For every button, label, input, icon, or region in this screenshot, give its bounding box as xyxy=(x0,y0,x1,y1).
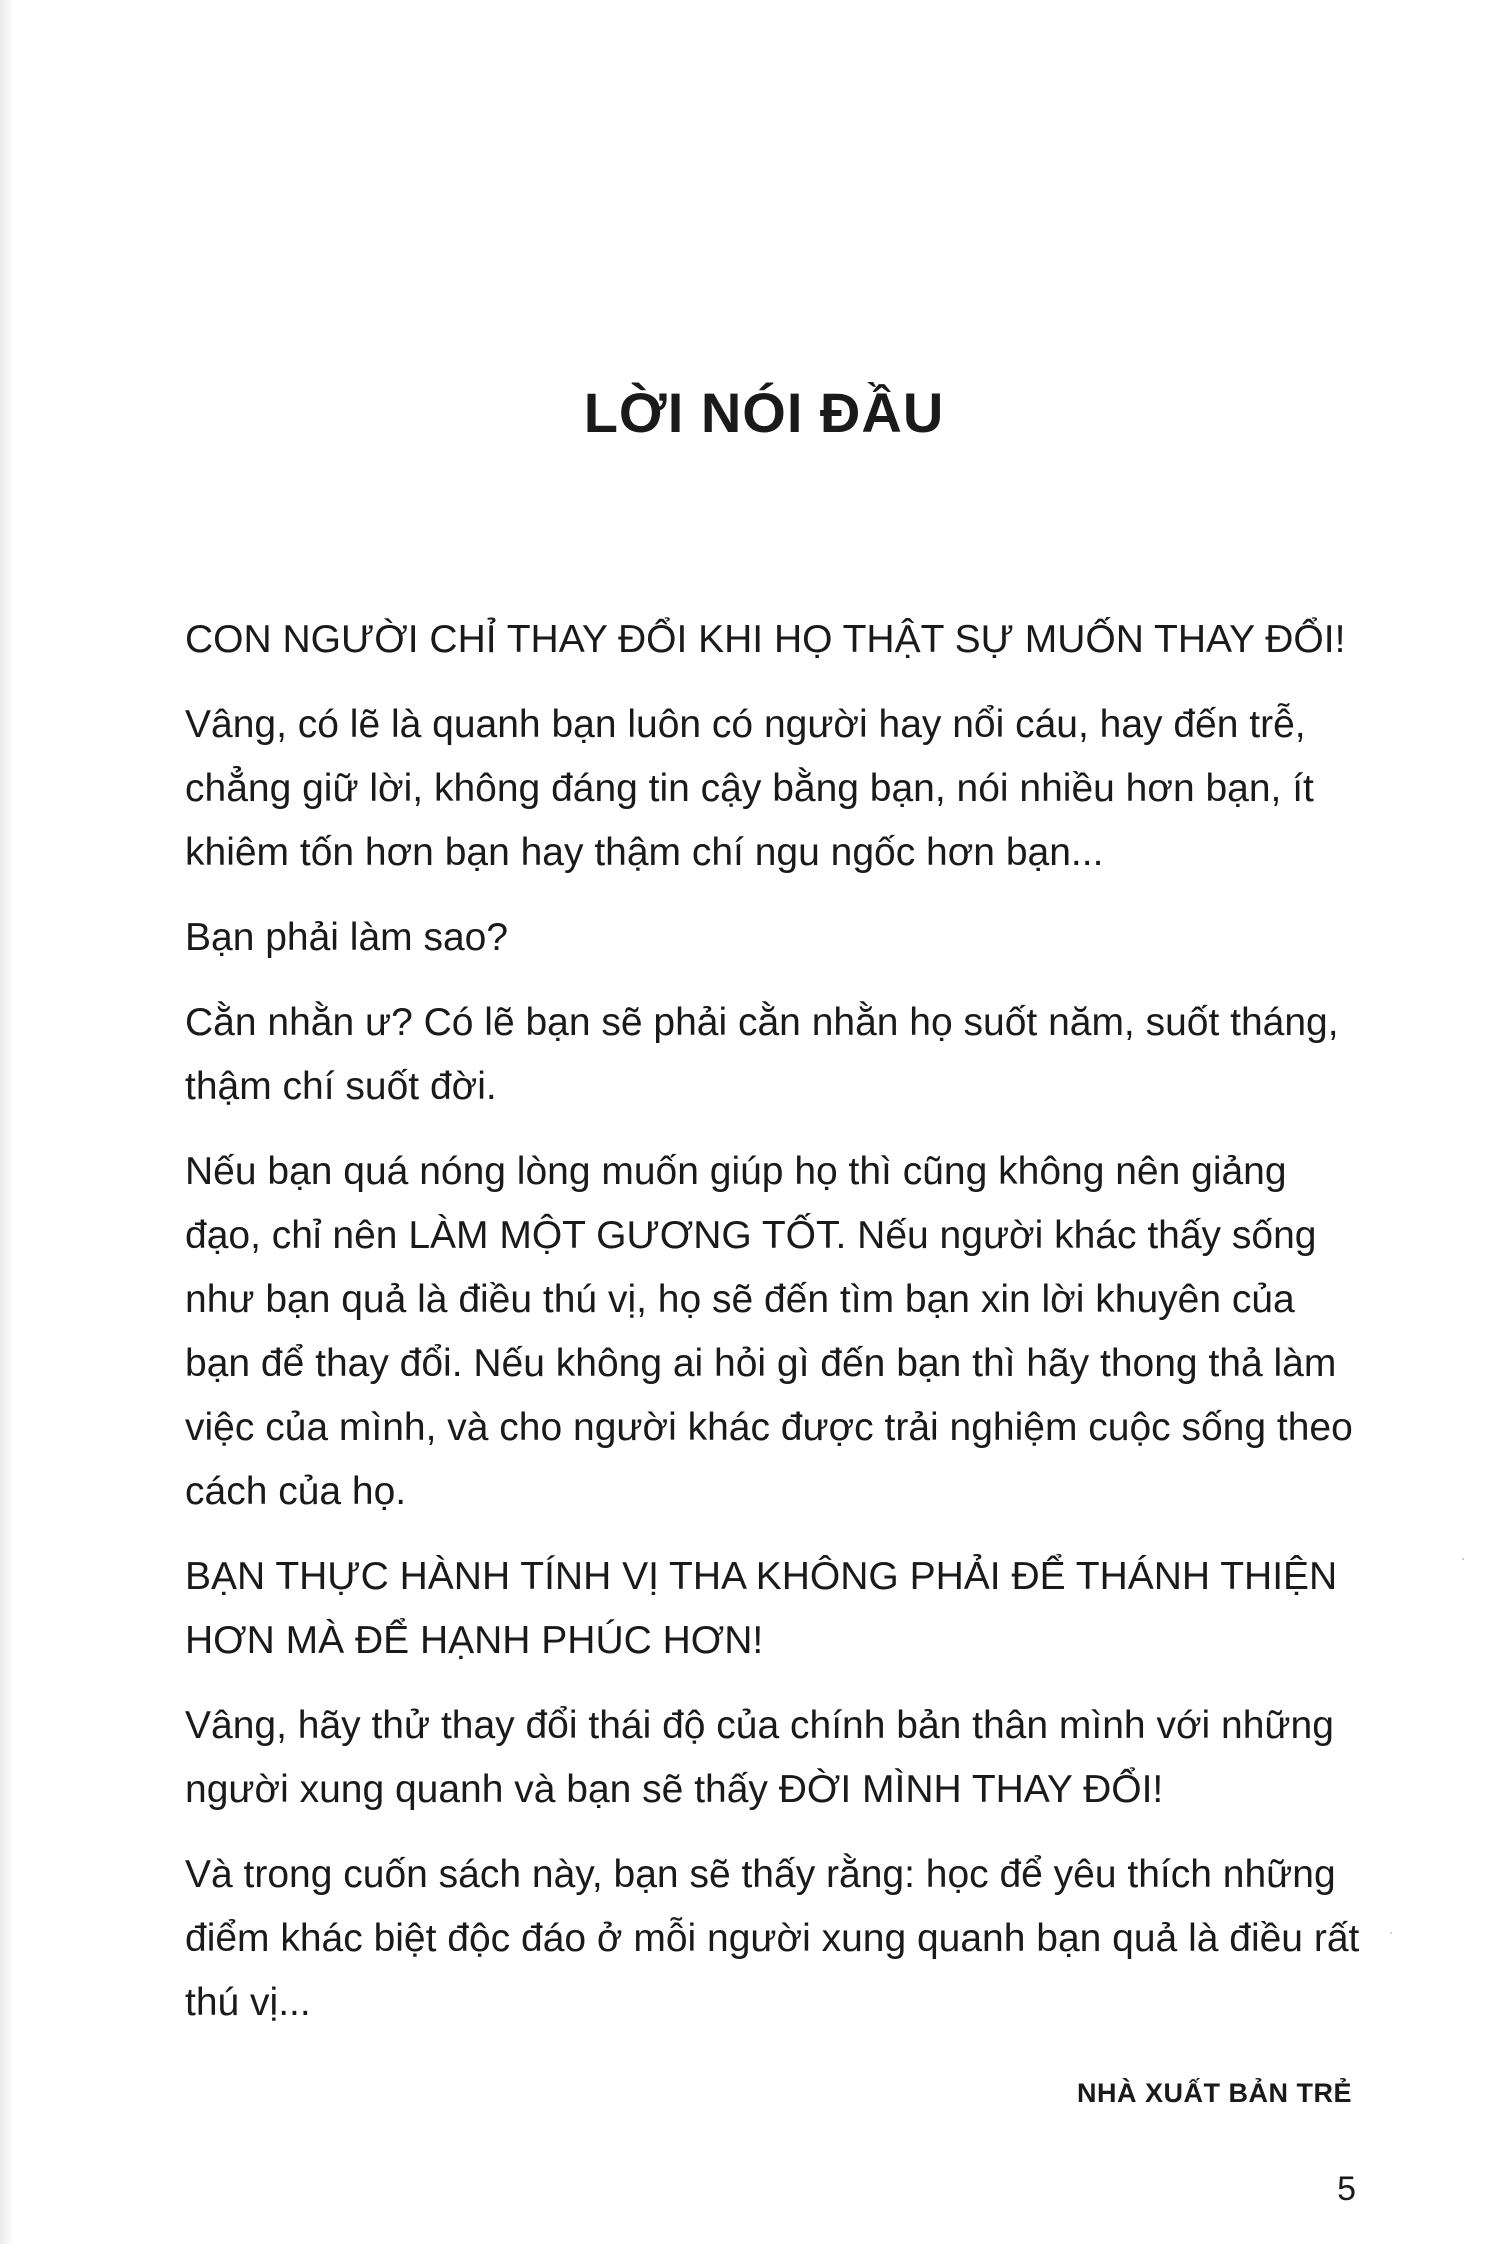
paragraph-1: CON NGƯỜI CHỈ THAY ĐỔI KHI HỌ THẬT SỰ MUỐN THAY ĐỔI! xyxy=(185,618,1346,661)
paragraph-7: Vâng, hãy thử thay đổi thái độ của chính bản thân mình với những người xung quanh và bạn sẽ thấy ĐỜI MÌNH THAY ĐỔI! xyxy=(185,1704,1334,1811)
preface-body xyxy=(185,608,1360,2056)
page-number: 5 xyxy=(1337,2170,1356,2208)
page-title: LỜI NÓI ĐẦU xyxy=(583,381,945,444)
paragraph-4: Cằn nhằn ư? Có lẽ bạn sẽ phải cằn nhằn họ suốt năm, suốt tháng, thậm chí suốt đời. xyxy=(185,1001,1339,1108)
paper-speck xyxy=(1390,1932,1392,1934)
paragraph-6: BẠN THỰC HÀNH TÍNH VỊ THA KHÔNG PHẢI ĐỂ THÁNH THIỆN HƠN MÀ ĐỂ HẠNH PHÚC HƠN! xyxy=(185,1555,1338,1662)
publisher-signature: NHÀ XUẤT BẢN TRẺ xyxy=(1077,2078,1352,2108)
paragraph-3: Bạn phải làm sao? xyxy=(185,916,509,959)
paragraph-5: Nếu bạn quá nóng lòng muốn giúp họ thì cũng không nên giảng đạo, chỉ nên LÀM MỘT GƯƠNG TỐT. Nếu người khác thấy sống như bạn quả là điều thú vị, họ sẽ đến tìm bạn xin lời khuyên của bạn để thay đổi. Nếu không ai hỏi gì đến bạn thì hãy thong thả làm việc của mình, và cho người khác được trải nghiệm cuộc sống theo cách của họ. xyxy=(185,1150,1353,1513)
paper-speck xyxy=(1462,1558,1464,1560)
paragraph-2: Vâng, có lẽ là quanh bạn luôn có người hay nổi cáu, hay đến trễ, chẳng giữ lời, không đáng tin cậy bằng bạn, nói nhiều hơn bạn, ít khiêm tốn hơn bạn hay thậm chí ngu ngốc hơn bạn... xyxy=(185,703,1314,874)
paragraph-8: Và trong cuốn sách này, bạn sẽ thấy rằng: học để yêu thích những điểm khác biệt độc đáo ở mỗi người xung quanh bạn quả là điều rất thú vị... xyxy=(185,1853,1360,2024)
page-binding-edge xyxy=(0,0,14,2244)
